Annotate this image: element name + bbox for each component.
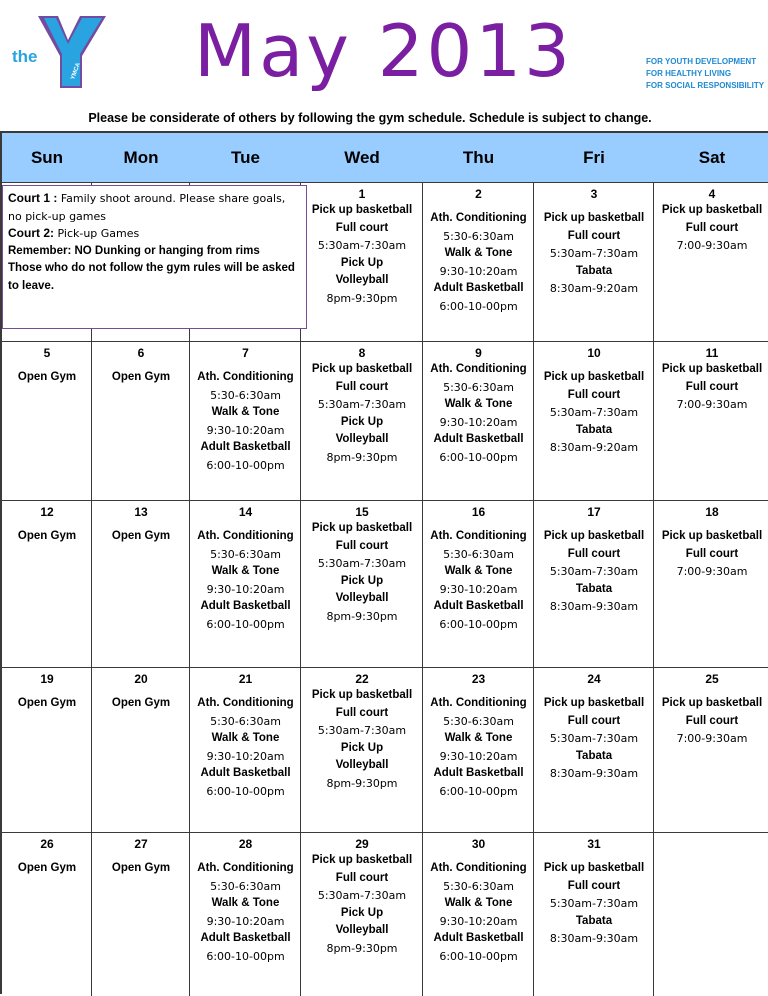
day-number: 12 bbox=[40, 505, 54, 519]
event-line: Full court bbox=[335, 380, 389, 393]
calendar-day-cell bbox=[654, 342, 768, 501]
event-line: Walk & Tone bbox=[211, 897, 280, 909]
event-line: Full court bbox=[335, 539, 389, 552]
event-line: Walk & Tone bbox=[211, 406, 280, 418]
day-number: 26 bbox=[40, 837, 54, 851]
event-line: Ath. Conditioning bbox=[430, 697, 527, 709]
day-number: 21 bbox=[238, 672, 253, 686]
day-number: 28 bbox=[238, 837, 253, 851]
event-line bbox=[92, 520, 190, 528]
calendar-day-cell bbox=[423, 501, 534, 668]
event-line: Ath. Conditioning bbox=[430, 862, 527, 874]
event-line: 8:30am-9:30am bbox=[549, 600, 639, 613]
event-line: Adult Basketball bbox=[200, 932, 291, 944]
event-line: Open Gym bbox=[17, 697, 77, 709]
event-line: Tabata bbox=[575, 914, 613, 927]
event-line: Adult Basketball bbox=[433, 932, 524, 944]
day-header-sat: Sat bbox=[654, 133, 768, 183]
event-line: Walk & Tone bbox=[444, 247, 513, 259]
event-line: 6:00-10-00pm bbox=[439, 617, 518, 631]
event-line: Full court bbox=[335, 706, 389, 719]
event-line: 8:30am-9:30am bbox=[549, 932, 639, 945]
event-line: Pick up basketball bbox=[311, 363, 413, 375]
event-line: Pick up basketball bbox=[311, 204, 413, 216]
event-line: 9:30-10:20am bbox=[439, 914, 518, 928]
day-number: 30 bbox=[471, 837, 486, 851]
court-rules-note bbox=[2, 185, 307, 329]
event-line: Full court bbox=[335, 221, 389, 234]
event-line bbox=[92, 687, 190, 695]
day-number: 13 bbox=[134, 505, 148, 519]
event-line: Open Gym bbox=[111, 530, 171, 542]
event-line bbox=[534, 852, 654, 860]
event-line: Volleyball bbox=[335, 759, 389, 771]
calendar-day-cell bbox=[190, 668, 301, 833]
event-line: Adult Basketball bbox=[200, 441, 291, 453]
day-number: 22 bbox=[355, 672, 369, 686]
event-line: Pick Up bbox=[340, 906, 384, 919]
day-header-thu: Thu bbox=[423, 133, 534, 183]
event-line: Adult Basketball bbox=[433, 767, 524, 779]
event-line bbox=[2, 687, 92, 695]
calendar-day-cell bbox=[2, 501, 92, 668]
event-line: 9:30-10:20am bbox=[206, 749, 285, 763]
event-line: Pick up basketball bbox=[661, 363, 763, 375]
event-line: Pick Up bbox=[340, 741, 384, 754]
event-line: Tabata bbox=[575, 264, 613, 277]
tagline-line: FOR SOCIAL RESPONSIBILITY bbox=[646, 81, 765, 90]
event-line: Walk & Tone bbox=[211, 565, 280, 577]
event-line: 5:30am-7:30am bbox=[317, 557, 407, 570]
event-line: 7:00-9:30am bbox=[676, 398, 748, 411]
page-title: May 2013 bbox=[194, 9, 573, 93]
event-line: 5:30am-7:30am bbox=[317, 724, 407, 737]
gym-rules-warning: Those who do not follow the gym rules will be asked to leave. bbox=[8, 262, 295, 292]
event-line: 8pm-9:30pm bbox=[326, 941, 398, 955]
calendar-day-cell bbox=[92, 501, 190, 668]
court2-text: Pick-up Games bbox=[54, 227, 140, 240]
event-line: 5:30am-7:30am bbox=[317, 398, 407, 411]
event-line: Pick up basketball bbox=[543, 371, 645, 383]
day-header-wed: Wed bbox=[301, 133, 423, 183]
logo-small-text: YMCA bbox=[70, 62, 82, 81]
event-line: Tabata bbox=[575, 582, 613, 595]
day-number: 2 bbox=[475, 187, 482, 201]
event-line: Open Gym bbox=[17, 371, 77, 383]
event-line: 8pm-9:30pm bbox=[326, 450, 398, 464]
day-header-mon: Mon bbox=[92, 133, 190, 183]
day-header-sun: Sun bbox=[2, 133, 92, 183]
event-line: Full court bbox=[335, 871, 389, 884]
event-line: 7:00-9:30am bbox=[676, 565, 748, 578]
calendar-day-cell bbox=[423, 183, 534, 342]
event-line: Pick up basketball bbox=[543, 862, 645, 874]
event-line: Walk & Tone bbox=[444, 732, 513, 744]
event-line: Full court bbox=[567, 714, 621, 727]
day-header-tue: Tue bbox=[190, 133, 301, 183]
event-line: 5:30am-7:30am bbox=[549, 247, 639, 260]
event-line: 5:30-6:30am bbox=[443, 714, 514, 728]
event-line: Pick up basketball bbox=[311, 854, 413, 866]
event-line: Open Gym bbox=[17, 862, 77, 874]
event-line: 9:30-10:20am bbox=[206, 914, 285, 928]
calendar-day-cell bbox=[654, 501, 768, 668]
day-number: 8 bbox=[358, 346, 366, 360]
event-line: 9:30-10:20am bbox=[439, 264, 518, 278]
event-line: 6:00-10-00pm bbox=[206, 458, 285, 472]
event-line: Tabata bbox=[575, 749, 613, 762]
event-line: 6:00-10-00pm bbox=[439, 949, 518, 963]
event-line: Full court bbox=[685, 380, 739, 393]
event-line: 9:30-10:20am bbox=[206, 423, 285, 437]
day-number: 6 bbox=[137, 346, 145, 360]
event-line: Pick up basketball bbox=[661, 204, 763, 216]
event-line bbox=[2, 520, 92, 528]
ymca-tagline bbox=[646, 56, 764, 92]
event-line: 5:30-6:30am bbox=[443, 879, 514, 893]
event-line: 5:30-6:30am bbox=[210, 388, 281, 402]
event-line: Volleyball bbox=[335, 592, 389, 604]
event-line: 6:00-10-00pm bbox=[206, 949, 285, 963]
logo-text: the bbox=[12, 47, 38, 66]
day-number: 14 bbox=[238, 505, 253, 519]
event-line: Walk & Tone bbox=[444, 897, 513, 909]
event-line bbox=[190, 361, 301, 369]
event-line: Volleyball bbox=[335, 924, 389, 936]
day-number: 27 bbox=[134, 837, 148, 851]
event-line: Full court bbox=[685, 714, 739, 727]
event-line: 9:30-10:20am bbox=[206, 582, 285, 596]
ymca-logo bbox=[10, 14, 110, 88]
day-number: 18 bbox=[705, 505, 719, 519]
calendar-day-cell bbox=[301, 342, 423, 501]
event-line: Volleyball bbox=[335, 274, 389, 286]
no-dunking-rule: Remember: NO Dunking or hanging from rims bbox=[8, 244, 260, 257]
event-line: 5:30am-7:30am bbox=[549, 897, 639, 910]
event-line: Full court bbox=[567, 879, 621, 892]
event-line: 6:00-10-00pm bbox=[439, 784, 518, 798]
day-number: 25 bbox=[705, 672, 719, 686]
event-line: 5:30am-7:30am bbox=[317, 889, 407, 902]
day-header-fri: Fri bbox=[534, 133, 654, 183]
event-line: 8:30am-9:20am bbox=[549, 282, 639, 295]
event-line: 5:30-6:30am bbox=[210, 547, 281, 561]
event-line bbox=[92, 852, 190, 860]
event-line: Full court bbox=[567, 229, 621, 242]
event-line: Pick up basketball bbox=[543, 212, 645, 224]
event-line: Volleyball bbox=[335, 433, 389, 445]
event-line: Ath. Conditioning bbox=[197, 530, 294, 542]
calendar-day-cell bbox=[654, 183, 768, 342]
event-line: 9:30-10:20am bbox=[439, 749, 518, 763]
day-number: 16 bbox=[471, 505, 486, 519]
event-line bbox=[534, 520, 654, 528]
event-line: Open Gym bbox=[17, 530, 77, 542]
event-line: Full court bbox=[685, 547, 739, 560]
event-line: 5:30am-7:30am bbox=[549, 732, 639, 745]
event-line bbox=[2, 852, 92, 860]
event-line: Open Gym bbox=[111, 371, 171, 383]
day-number: 17 bbox=[587, 505, 601, 519]
event-line: Pick up basketball bbox=[543, 530, 645, 542]
event-line bbox=[423, 852, 534, 860]
event-line: 8pm-9:30pm bbox=[326, 609, 398, 623]
event-line bbox=[423, 687, 534, 695]
event-line: Adult Basketball bbox=[433, 282, 524, 294]
day-number: 11 bbox=[705, 346, 719, 360]
day-number: 20 bbox=[134, 672, 148, 686]
event-line: Ath. Conditioning bbox=[430, 212, 527, 224]
day-number: 19 bbox=[40, 672, 54, 686]
day-number: 31 bbox=[587, 837, 601, 851]
event-line: Adult Basketball bbox=[200, 767, 291, 779]
event-line: 9:30-10:20am bbox=[439, 582, 518, 596]
schedule-notice: Please be considerate of others by following the gym schedule. Schedule is subject to change. bbox=[88, 111, 652, 125]
calendar-day-cell bbox=[423, 668, 534, 833]
event-line bbox=[534, 361, 654, 369]
court1-rule bbox=[8, 190, 301, 225]
event-line bbox=[92, 361, 190, 369]
day-number: 15 bbox=[355, 505, 369, 519]
event-line: Pick up basketball bbox=[661, 530, 763, 542]
event-line: 7:00-9:30am bbox=[676, 239, 748, 252]
calendar-day-cell bbox=[2, 668, 92, 833]
calendar-day-cell bbox=[190, 342, 301, 501]
event-line: 5:30-6:30am bbox=[443, 380, 514, 394]
event-line: Pick Up bbox=[340, 256, 384, 269]
day-number: 1 bbox=[358, 187, 366, 201]
event-line: 5:30am-7:30am bbox=[317, 239, 407, 252]
event-line: Pick Up bbox=[340, 574, 384, 587]
calendar-day-cell bbox=[92, 342, 190, 501]
calendar-day-cell bbox=[92, 833, 190, 996]
calendar-day-cell bbox=[654, 668, 768, 833]
event-line bbox=[654, 520, 768, 528]
calendar-day-cell bbox=[2, 833, 92, 996]
event-line: 6:00-10-00pm bbox=[439, 299, 518, 313]
calendar-day-cell bbox=[534, 833, 654, 996]
event-line: Pick up basketball bbox=[311, 522, 413, 534]
event-line: 6:00-10-00pm bbox=[206, 784, 285, 798]
day-number: 5 bbox=[43, 346, 51, 360]
event-line: Ath. Conditioning bbox=[430, 530, 527, 542]
event-line: Walk & Tone bbox=[444, 565, 513, 577]
day-number: 9 bbox=[475, 346, 482, 360]
event-line: Ath. Conditioning bbox=[197, 371, 294, 383]
event-line: Walk & Tone bbox=[211, 732, 280, 744]
event-line: Adult Basketball bbox=[200, 600, 291, 612]
event-line: Adult Basketball bbox=[433, 433, 524, 445]
event-line bbox=[190, 852, 301, 860]
event-line: 5:30-6:30am bbox=[210, 714, 281, 728]
event-line: Ath. Conditioning bbox=[430, 363, 527, 375]
event-line: Pick up basketball bbox=[661, 697, 763, 709]
event-line: Open Gym bbox=[111, 697, 171, 709]
day-number: 3 bbox=[590, 187, 598, 201]
day-number: 4 bbox=[708, 187, 716, 201]
calendar-day-cell bbox=[534, 183, 654, 342]
calendar-day-cell bbox=[534, 342, 654, 501]
event-line: 9:30-10:20am bbox=[439, 415, 518, 429]
event-line: 5:30-6:30am bbox=[210, 879, 281, 893]
event-line: 5:30am-7:30am bbox=[549, 406, 639, 419]
event-line bbox=[534, 202, 654, 210]
day-number: 10 bbox=[587, 346, 601, 360]
event-line: Full court bbox=[685, 221, 739, 234]
event-line: 8pm-9:30pm bbox=[326, 291, 398, 305]
event-line: 6:00-10-00pm bbox=[206, 617, 285, 631]
event-line: Tabata bbox=[575, 423, 613, 436]
calendar-day-cell bbox=[534, 501, 654, 668]
calendar-day-cell bbox=[301, 833, 423, 996]
day-number: 24 bbox=[587, 672, 601, 686]
calendar-day-cell bbox=[301, 501, 423, 668]
event-line: Walk & Tone bbox=[444, 398, 513, 410]
calendar-day-cell bbox=[301, 668, 423, 833]
event-line: 7:00-9:30am bbox=[676, 732, 748, 745]
event-line: 6:00-10-00pm bbox=[439, 450, 518, 464]
event-line: Pick up basketball bbox=[543, 697, 645, 709]
event-line bbox=[190, 687, 301, 695]
event-line bbox=[190, 520, 301, 528]
day-number: 7 bbox=[242, 346, 249, 360]
event-line: Pick up basketball bbox=[311, 689, 413, 701]
event-line: Ath. Conditioning bbox=[197, 697, 294, 709]
day-number: 29 bbox=[355, 837, 369, 851]
event-line: Adult Basketball bbox=[433, 600, 524, 612]
event-line bbox=[2, 361, 92, 369]
calendar-day-cell bbox=[301, 183, 423, 342]
court2-label: Court 2: bbox=[8, 226, 54, 240]
tagline-line: FOR YOUTH DEVELOPMENT bbox=[646, 57, 757, 66]
calendar-day-cell bbox=[92, 668, 190, 833]
day-number: 23 bbox=[471, 672, 486, 686]
calendar-day-cell bbox=[2, 342, 92, 501]
event-line: 8:30am-9:20am bbox=[549, 441, 639, 454]
event-line: 8:30am-9:30am bbox=[549, 767, 639, 780]
event-line bbox=[423, 202, 534, 210]
court2-rule bbox=[8, 225, 301, 243]
event-line bbox=[423, 520, 534, 528]
event-line bbox=[534, 687, 654, 695]
court1-text: Family shoot around. Please share goals, no pick-up games bbox=[8, 192, 286, 223]
tagline-line: FOR HEALTHY LIVING bbox=[646, 69, 732, 78]
calendar-day-cell bbox=[423, 342, 534, 501]
event-line: 5:30am-7:30am bbox=[549, 565, 639, 578]
event-line bbox=[654, 687, 768, 695]
event-line: Open Gym bbox=[111, 862, 171, 874]
event-line: 5:30-6:30am bbox=[443, 229, 514, 243]
event-line: 8pm-9:30pm bbox=[326, 776, 398, 790]
event-line: Ath. Conditioning bbox=[197, 862, 294, 874]
calendar-day-cell bbox=[190, 501, 301, 668]
calendar-day-cell bbox=[534, 668, 654, 833]
calendar-day-cell bbox=[423, 833, 534, 996]
event-line: Full court bbox=[567, 547, 621, 560]
calendar-day-cell bbox=[190, 833, 301, 996]
event-line: 5:30-6:30am bbox=[443, 547, 514, 561]
event-line: Full court bbox=[567, 388, 621, 401]
court1-label: Court 1 : bbox=[8, 191, 58, 205]
event-line: Pick Up bbox=[340, 415, 384, 428]
